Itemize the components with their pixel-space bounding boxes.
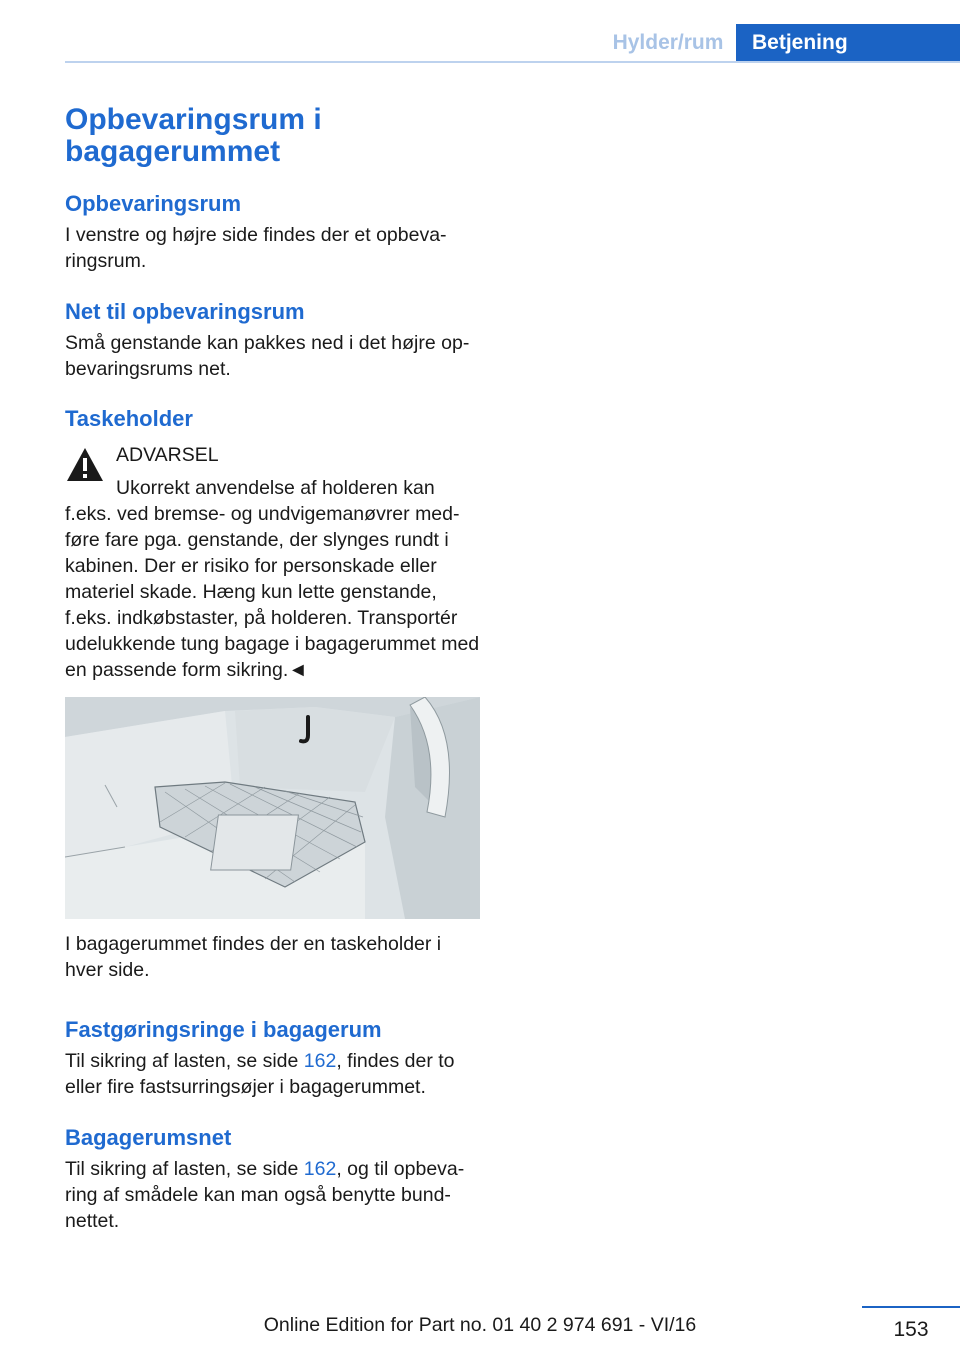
body-text: , findes der to eller fire fastsurringsøjer i bagagerummet. [65, 1050, 455, 1098]
page-number: 153 [893, 1318, 929, 1341]
section-heading: Opbevaringsrum [65, 191, 242, 216]
warning-label-wrap [116, 442, 481, 468]
section-opbevaringsrum [65, 190, 481, 274]
section-body: Små genstande kan pakkes ned i det højre op- bevaringsrums net. [65, 332, 470, 380]
section-net [65, 298, 481, 382]
page-number-rule [862, 1306, 960, 1308]
section-taskeholder [65, 405, 481, 433]
footer-edition: Online Edition for Part no. 01 40 2 974 691 - VI/16 [263, 1314, 697, 1336]
page-title: Opbevaringsrum i bagagerummet [65, 103, 322, 168]
section-body [65, 1048, 481, 1100]
trunk-net-drawing [65, 697, 480, 919]
page-link-162[interactable]: 162 [303, 1158, 337, 1180]
figure-caption: I bagagerummet findes der en taskeholder i hver side. [65, 933, 442, 981]
section-heading: Fastgøringsringe i bagagerum [65, 1017, 382, 1042]
page-title-block [65, 104, 481, 168]
figure-caption-wrap [65, 931, 481, 983]
body-text: Til sikring af lasten, se side [65, 1050, 304, 1072]
warning-label: ADVARSEL [116, 444, 219, 466]
warning-text: Ukorrekt anvendelse af holderen kan f.eks. ved bremse- og undvigemanøvrer med- føre fare pga. genstande, der slynges rundt i kabinen. Der er risiko for personskade eller materiel skade. Hæng kun lette genstande, f.eks. indkøbstaster, på holderen. Transportér udelukkende tung bagage i bagagerummet med en passende form sikring.◄ [65, 477, 480, 681]
section-heading: Bagagerumsnet [65, 1125, 232, 1150]
page-link-162[interactable]: 162 [303, 1050, 337, 1072]
header-chapter-tab: Betjening [736, 24, 960, 62]
header-divider [65, 61, 960, 63]
body-text: , og til opbeva- ring af smådele kan man også benytte bund- nettet. [65, 1158, 465, 1232]
body-text: Til sikring af lasten, se side [65, 1158, 304, 1180]
trunk-illustration [65, 697, 480, 919]
section-heading: Net til opbevaringsrum [65, 299, 305, 324]
section-fastgoringsringe [65, 1016, 481, 1100]
section-bagagerumsnet [65, 1124, 481, 1234]
header-section-tab: Hylder/rum [612, 31, 724, 54]
section-body [65, 1156, 481, 1234]
section-heading: Taskeholder [65, 406, 193, 431]
section-body: I venstre og højre side findes der et opbeva- ringsrum. [65, 224, 447, 272]
warning-text-wrap [65, 475, 481, 683]
